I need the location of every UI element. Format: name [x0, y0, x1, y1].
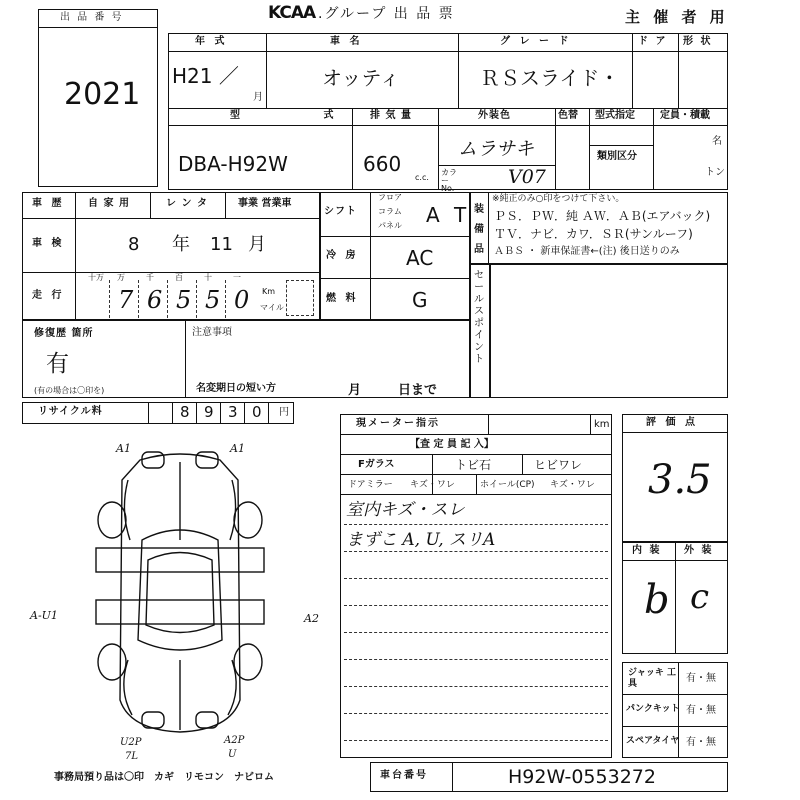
car-cabin [138, 530, 222, 650]
caution-label: 注意事項 [192, 327, 232, 338]
note-rule [344, 713, 608, 714]
sale-point-label: セ ー ル ス ポ イ ン ト [474, 270, 484, 365]
expiry-label: 名変期日の短い方 [196, 383, 276, 394]
km-label: Km [262, 287, 276, 296]
recycle-digit: 3 [228, 403, 238, 421]
recycle-separator [268, 402, 269, 424]
repair-note: (有の場合は〇印を) [34, 386, 105, 395]
recycle-digit: 0 [252, 403, 262, 421]
item-number: 2021 [64, 77, 141, 112]
shift-panel: パネル [378, 221, 402, 230]
recycle-separator [196, 402, 197, 424]
doors-label: ド ア [638, 36, 668, 47]
mileage-separator [167, 280, 168, 318]
interior-grade: b [644, 577, 670, 623]
equipment-line-2: ＴＶ．ナビ．カワ．ＳＲ(サンルーフ) [494, 227, 693, 241]
sheet-title: .グループ 出 品 票 [318, 6, 455, 22]
puncture-label: パンクキット [626, 704, 680, 714]
jack-option: 有・無 [686, 673, 716, 684]
office-items: 事務局預り品は〇印 カギ リモコン ナビロム [54, 772, 274, 783]
grade-value: ＲＳスライド・ [480, 66, 620, 90]
item-number-label: 出 品 番 号 [60, 12, 124, 23]
expiry-day-unit: 日まで [398, 383, 438, 398]
mileage-digit: 6 [147, 286, 163, 314]
name-label: 車 名 [330, 36, 363, 47]
chassis-number: H92W-0553272 [508, 766, 656, 788]
recycle-label: リサイクル料 [38, 406, 103, 417]
meter-label: 現メーター指示 [356, 418, 440, 429]
recycle-separator [220, 402, 221, 424]
stone-chip: トビ石 [455, 458, 492, 472]
history-label: 車 歴 [32, 198, 65, 209]
mileage-digit-label: 千 [146, 273, 154, 282]
mileage-separator [225, 280, 226, 318]
damage-mark: A-U1 [30, 609, 58, 622]
note-rule [344, 686, 608, 687]
mileage-separator [138, 280, 139, 318]
inspection-month-unit: 月 [248, 234, 266, 255]
shift-label: シフト [324, 206, 357, 217]
designation-label: 型式指定 [595, 110, 635, 121]
mileage-separator [196, 280, 197, 318]
shift-value: A T [426, 203, 471, 227]
jack-label: ジャッキ 工 具 [628, 668, 676, 689]
grade-label: 評 価 点 [646, 417, 698, 428]
cc-label: 排 気 量 [370, 110, 412, 121]
category-label: 類別区分 [597, 151, 637, 162]
year-label: 年 式 [195, 36, 228, 47]
mirror-value: キズ・ワレ [410, 480, 455, 490]
interior-label: 内 装 [632, 545, 662, 556]
mileage-digit-label: 万 [117, 273, 125, 282]
history-opt-business: 事業 営業車 [238, 198, 292, 209]
recycle-separator [172, 402, 173, 424]
history-opt-rental: レ ン タ [166, 198, 208, 209]
repair-label: 修復歴 箇所 [34, 328, 94, 339]
damage-mark: 7L [125, 751, 139, 762]
sale-point-area [490, 264, 728, 398]
car-name: オッティ [322, 66, 400, 90]
mile-label: マイル [260, 303, 284, 312]
damage-mark: A1 [230, 442, 245, 455]
chassis-label: 車台番号 [380, 770, 428, 781]
shift-floor: フロア [378, 193, 402, 202]
note-rule [344, 632, 608, 633]
color-no-value: V07 [508, 166, 546, 188]
mileage-label: 走 行 [32, 290, 65, 301]
car-body-outline [120, 454, 240, 732]
grade-score: 3.5 [648, 457, 712, 503]
color-label: 外装色 [478, 110, 511, 121]
recycle-separator [244, 402, 245, 424]
capacity-label: 定員・積載 [660, 110, 710, 121]
inspection-month: 11 [210, 234, 233, 255]
model-value: DBA-H92W [178, 152, 288, 176]
recycle-unit: 円 [279, 407, 289, 418]
inspection-year: 8 [128, 234, 140, 255]
exterior-grade: c [690, 577, 710, 617]
equipment-line-3: ＡＢＳ ・ 新車保証書←(注) 後日送りのみ [494, 246, 680, 257]
damage-mark: U2P [120, 737, 142, 748]
note-rule [344, 659, 608, 660]
equipment-label: 装 備 品 [474, 204, 484, 255]
note-rule [344, 740, 608, 741]
mileage-digit-label: 十 [204, 273, 212, 282]
shape-label: 形 状 [683, 36, 713, 47]
ac-value: AC [406, 246, 434, 270]
damage-mark: U [228, 749, 237, 760]
color-no-label: カラー No. [441, 168, 457, 193]
mileage-separator [109, 280, 110, 318]
exterior-label: 外 装 [684, 545, 714, 556]
equipment-line-1: ＰＳ．ＰＷ．純 ＡＷ．ＡＢ(エアバック) [494, 209, 711, 223]
year-value: H21 ／ [172, 64, 239, 88]
note-rule [344, 605, 608, 606]
mileage-digit-label: 百 [175, 273, 183, 282]
mileage-digit: 0 [234, 286, 250, 314]
model-label: 型 式 [230, 110, 374, 121]
inspection-year-unit: 年 [172, 234, 190, 255]
fuel-label: 燃 料 [326, 293, 359, 304]
damage-mark: A2 [304, 612, 319, 625]
spare-label: スペアタイヤ [626, 736, 680, 746]
note-line-2: まずこ A, U, スリA [346, 530, 496, 550]
shift-column: コラム [378, 207, 402, 216]
note-line-1: 室内キズ・スレ [346, 500, 465, 520]
org-logo: KCAA [268, 3, 316, 23]
wheel-value: キズ・ワレ [550, 480, 595, 490]
mileage-digit: 5 [176, 286, 192, 314]
crack: ヒビワレ [534, 458, 583, 472]
glass-label: Fガラス [358, 459, 395, 470]
wheel-label: ホイール(CP) [480, 480, 535, 490]
ac-label: 冷 房 [326, 250, 359, 261]
recycle-digit: 8 [180, 403, 190, 421]
expiry-month-unit: 月 [348, 383, 362, 398]
mirror-label: ドアミラー [348, 480, 393, 490]
color-value: ムラサキ [458, 138, 535, 160]
inspection-label: 車 検 [32, 238, 65, 249]
month-label: 月 [253, 92, 263, 103]
damage-mark: A1 [116, 442, 131, 455]
mileage-digit: 7 [118, 286, 134, 314]
damage-mark: A2P [224, 735, 245, 746]
grade-label: グ レ ー ド [500, 36, 572, 47]
host-label: 主 催 者 用 [625, 8, 729, 26]
mileage-digit: 5 [205, 286, 221, 314]
car-roof [146, 553, 214, 633]
spare-option: 有・無 [686, 737, 716, 748]
equipment-note: ※純正のみ○印をつけて下さい。 [492, 194, 625, 204]
recycle-separator [148, 402, 149, 424]
note-rule [344, 524, 608, 525]
mileage-digit-label: 十万 [88, 273, 104, 282]
note-rule [344, 578, 608, 579]
capacity-unit-2: トン [705, 167, 725, 178]
history-opt-private: 自 家 用 [88, 198, 130, 209]
mile-box [286, 280, 314, 316]
cc-value: 660 [363, 152, 402, 176]
wheels [98, 452, 262, 728]
meter-unit: km [594, 419, 610, 430]
note-rule [344, 551, 608, 552]
recycle-digit: 9 [204, 403, 214, 421]
capacity-unit-1: 名 [712, 136, 722, 147]
repair-value: 有 [46, 351, 69, 377]
cc-unit: c.c. [415, 173, 429, 182]
mileage-digit-label: 一 [233, 273, 241, 282]
inspection-title: 【査 定 員 記 入】 [410, 439, 494, 450]
puncture-option: 有・無 [686, 705, 716, 716]
tone-label: 色替 [558, 110, 578, 121]
fuel-value: G [412, 288, 428, 312]
history-block [22, 192, 320, 320]
